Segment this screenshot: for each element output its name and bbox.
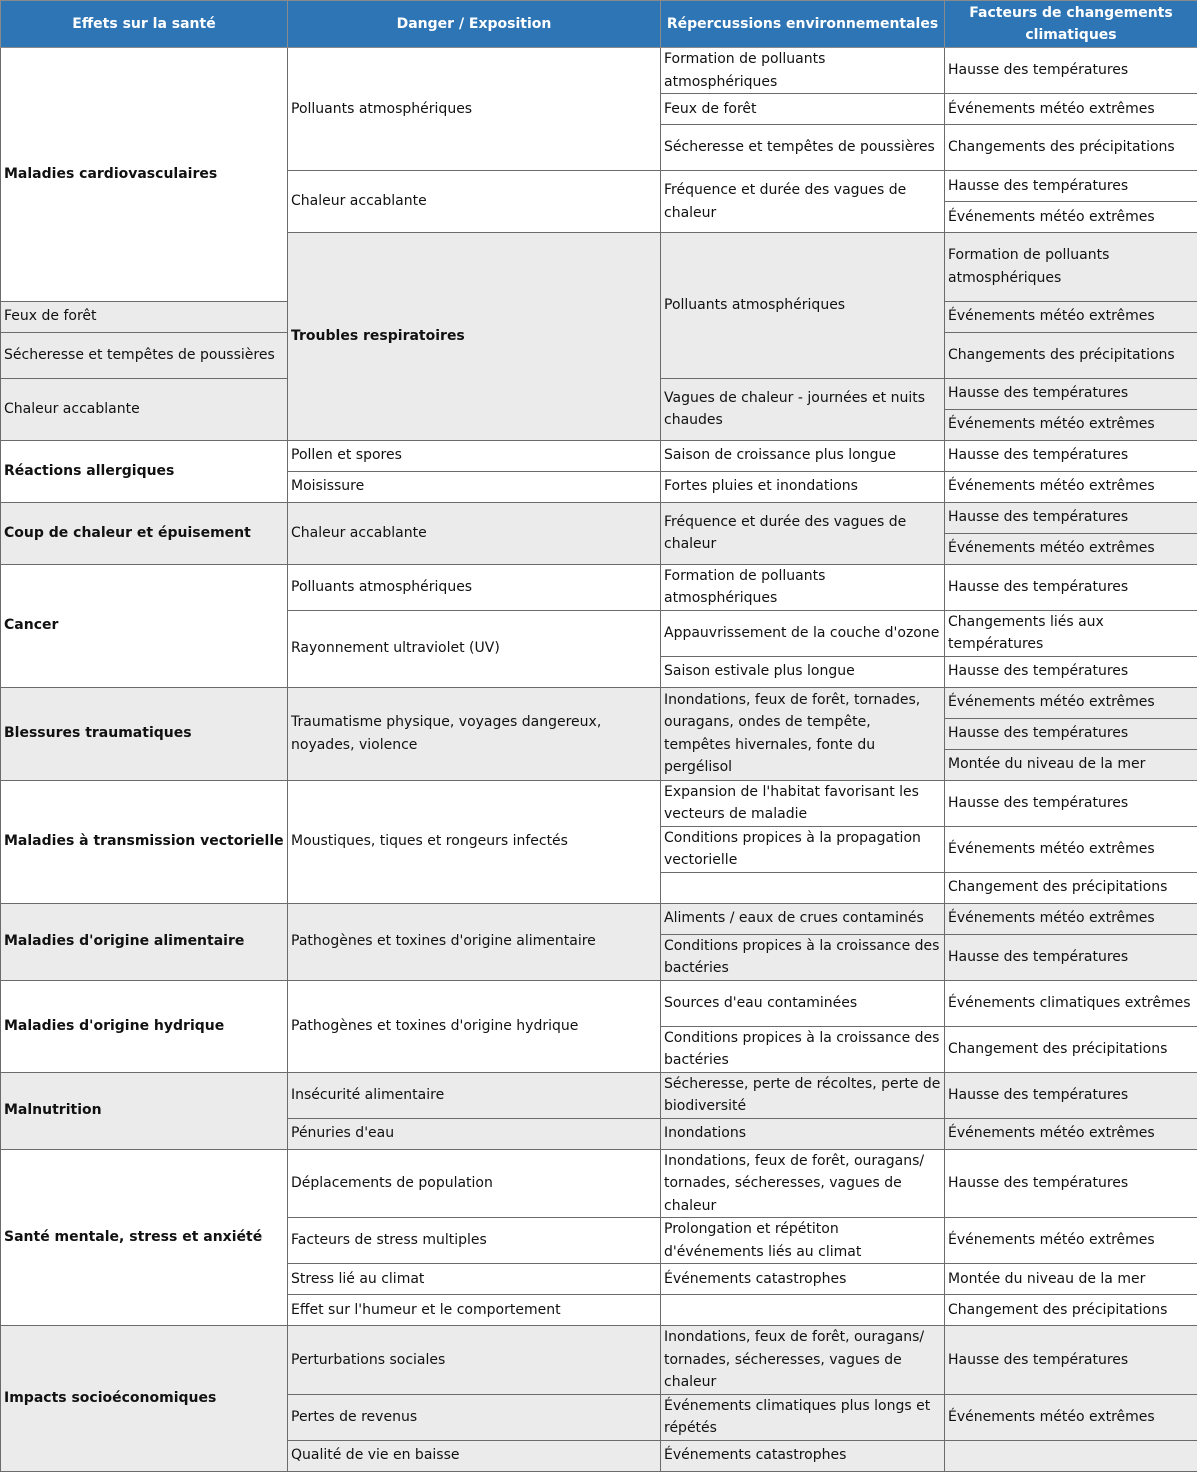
environmental-impact-cell: Fréquence et durée des vagues de chaleur [661, 171, 945, 233]
environmental-impact-cell: Aliments / eaux de crues contaminés [661, 903, 945, 934]
health-effect-cell: Maladies cardiovasculaires [1, 48, 288, 302]
table-row [1, 564, 1197, 610]
table-row [1, 1326, 1197, 1395]
table-row [1, 1149, 1197, 1218]
danger-exposure-cell: Polluants atmosphériques [288, 564, 661, 610]
environmental-impact-cell: Formation de polluants atmosphériques [661, 48, 945, 94]
danger-exposure-cell: Pertes de revenus [288, 1394, 661, 1440]
danger-exposure-cell: Chaleur accablante [1, 378, 288, 440]
environmental-impact-cell: Événements climatiques plus longs et répétés [661, 1394, 945, 1440]
danger-exposure-cell: Pathogènes et toxines d'origine alimentaire [288, 903, 661, 980]
environmental-impact-cell: Inondations [661, 1118, 945, 1149]
climate-factor-cell: Hausse des températures [945, 48, 1197, 94]
climate-factor-cell: Changements des précipitations [945, 332, 1197, 378]
table-row [1, 687, 1197, 718]
health-effect-cell: Blessures traumatiques [1, 687, 288, 780]
health-effect-cell: Maladies à transmission vectorielle [1, 780, 288, 903]
environmental-impact-cell: Vagues de chaleur - journées et nuits chaudes [661, 378, 945, 440]
danger-exposure-cell: Insécurité alimentaire [288, 1072, 661, 1118]
climate-factor-cell: Changement des précipitations [945, 1026, 1197, 1072]
table-body [1, 48, 1197, 1472]
environmental-impact-cell: Saison de croissance plus longue [661, 440, 945, 471]
climate-factor-cell: Hausse des températures [945, 1072, 1197, 1118]
table-row [1, 980, 1197, 1026]
climate-factor-cell: Événements météo extrêmes [945, 903, 1197, 934]
climate-factor-cell: Hausse des températures [945, 780, 1197, 826]
climate-factor-cell: Hausse des températures [945, 934, 1197, 980]
climate-factor-cell: Événements météo extrêmes [945, 301, 1197, 332]
climate-factor-cell: Montée du niveau de la mer [945, 749, 1197, 780]
climate-factor-cell: Événements météo extrêmes [945, 687, 1197, 718]
climate-factor-cell: Événements météo extrêmes [945, 94, 1197, 125]
header-health-effects: Effets sur la santé [1, 1, 288, 48]
climate-factor-cell: Hausse des températures [945, 564, 1197, 610]
danger-exposure-cell: Pathogènes et toxines d'origine hydrique [288, 980, 661, 1072]
environmental-impact-cell: Conditions propices à la propagation vectorielle [661, 826, 945, 872]
environmental-impact-cell: Événements catastrophes [661, 1440, 945, 1471]
climate-factor-cell: Hausse des températures [945, 440, 1197, 471]
health-effect-cell: Santé mentale, stress et anxiété [1, 1149, 288, 1326]
climate-factor-cell: Événements météo extrêmes [945, 202, 1197, 233]
climate-factor-cell: Hausse des températures [945, 502, 1197, 533]
climate-factor-cell: Changement des précipitations [945, 1295, 1197, 1326]
danger-exposure-cell: Perturbations sociales [288, 1326, 661, 1395]
danger-exposure-cell: Qualité de vie en baisse [288, 1440, 661, 1471]
environmental-impact-cell: Prolongation et répétiton d'événements liés au climat [661, 1218, 945, 1264]
climate-factor-cell: Hausse des températures [945, 718, 1197, 749]
climate-factor-cell [945, 1440, 1197, 1471]
environmental-impact-cell: Inondations, feux de forêt, tornades, ouragans, ondes de tempête, tempêtes hivernales, fonte du pergélisol [661, 687, 945, 780]
environmental-impact-cell: Saison estivale plus longue [661, 656, 945, 687]
climate-factor-cell: Événements météo extrêmes [945, 1118, 1197, 1149]
environmental-impact-cell: Conditions propices à la croissance des bactéries [661, 1026, 945, 1072]
climate-factor-cell: Événements météo extrêmes [945, 471, 1197, 502]
health-effect-cell: Impacts socioéconomiques [1, 1326, 288, 1472]
environmental-impact-cell [661, 1295, 945, 1326]
header-climate-factors: Facteurs de changements climatiques [945, 1, 1197, 48]
climate-factor-cell: Hausse des températures [945, 1149, 1197, 1218]
environmental-impact-cell: Sécheresse et tempêtes de poussières [1, 332, 288, 378]
environmental-impact-cell: Sécheresse, perte de récoltes, perte de biodiversité [661, 1072, 945, 1118]
climate-factor-cell: Hausse des températures [945, 171, 1197, 202]
danger-exposure-cell: Polluants atmosphériques [661, 233, 945, 379]
table-row [1, 1072, 1197, 1118]
danger-exposure-cell: Pénuries d'eau [288, 1118, 661, 1149]
environmental-impact-cell: Formation de polluants atmosphériques [661, 564, 945, 610]
health-effect-cell: Maladies d'origine alimentaire [1, 903, 288, 980]
climate-factor-cell: Événements météo extrêmes [945, 826, 1197, 872]
climate-factor-cell: Changement des précipitations [945, 872, 1197, 903]
environmental-impact-cell: Feux de forêt [1, 301, 288, 332]
climate-factor-cell: Événements climatiques extrêmes [945, 980, 1197, 1026]
health-effect-cell: Malnutrition [1, 1072, 288, 1149]
environmental-impact-cell: Fréquence et durée des vagues de chaleur [661, 502, 945, 564]
environmental-impact-cell: Événements catastrophes [661, 1264, 945, 1295]
climate-factor-cell: Changements liés aux températures [945, 610, 1197, 656]
header-row [1, 1, 1197, 48]
health-effect-cell: Coup de chaleur et épuisement [1, 502, 288, 564]
danger-exposure-cell: Moisissure [288, 471, 661, 502]
environmental-impact-cell: Appauvrissement de la couche d'ozone [661, 610, 945, 656]
environmental-impact-cell: Conditions propices à la croissance des bactéries [661, 934, 945, 980]
climate-factor-cell: Montée du niveau de la mer [945, 1264, 1197, 1295]
environmental-impact-cell: Expansion de l'habitat favorisant les vecteurs de maladie [661, 780, 945, 826]
danger-exposure-cell: Stress lié au climat [288, 1264, 661, 1295]
climate-factor-cell: Hausse des températures [945, 1326, 1197, 1395]
header-environmental-impacts: Répercussions environnementales [661, 1, 945, 48]
danger-exposure-cell: Traumatisme physique, voyages dangereux, noyades, violence [288, 687, 661, 780]
health-effect-cell: Maladies d'origine hydrique [1, 980, 288, 1072]
danger-exposure-cell: Polluants atmosphériques [288, 48, 661, 171]
table-row [1, 502, 1197, 533]
environmental-impact-cell: Sécheresse et tempêtes de poussières [661, 125, 945, 171]
danger-exposure-cell: Pollen et spores [288, 440, 661, 471]
environmental-impact-cell: Formation de polluants atmosphériques [945, 233, 1197, 302]
danger-exposure-cell: Effet sur l'humeur et le comportement [288, 1295, 661, 1326]
climate-factor-cell: Changements des précipitations [945, 125, 1197, 171]
table-row [1, 440, 1197, 471]
climate-factor-cell: Événements météo extrêmes [945, 409, 1197, 440]
environmental-impact-cell: Feux de forêt [661, 94, 945, 125]
table-row [1, 48, 1197, 94]
environmental-impact-cell: Sources d'eau contaminées [661, 980, 945, 1026]
table-row [1, 903, 1197, 934]
environmental-impact-cell: Fortes pluies et inondations [661, 471, 945, 502]
environmental-impact-cell: Inondations, feux de forêt, ouragans/ tornades, sécheresses, vagues de chaleur [661, 1326, 945, 1395]
danger-exposure-cell: Rayonnement ultraviolet (UV) [288, 610, 661, 687]
climate-factor-cell: Événements météo extrêmes [945, 1218, 1197, 1264]
climate-factor-cell: Hausse des températures [945, 656, 1197, 687]
danger-exposure-cell: Facteurs de stress multiples [288, 1218, 661, 1264]
danger-exposure-cell: Chaleur accablante [288, 502, 661, 564]
climate-factor-cell: Hausse des températures [945, 378, 1197, 409]
header-danger-exposure: Danger / Exposition [288, 1, 661, 48]
climate-factor-cell: Événements météo extrêmes [945, 1394, 1197, 1440]
danger-exposure-cell: Moustiques, tiques et rongeurs infectés [288, 780, 661, 903]
climate-factor-cell: Événements météo extrêmes [945, 533, 1197, 564]
table-row [1, 780, 1197, 826]
environmental-impact-cell: Inondations, feux de forêt, ouragans/ tornades, sécheresses, vagues de chaleur [661, 1149, 945, 1218]
environmental-impact-cell [661, 872, 945, 903]
danger-exposure-cell: Chaleur accablante [288, 171, 661, 233]
danger-exposure-cell: Déplacements de population [288, 1149, 661, 1218]
health-effect-cell: Réactions allergiques [1, 440, 288, 502]
health-effect-cell: Troubles respiratoires [288, 233, 661, 441]
health-effect-cell: Cancer [1, 564, 288, 687]
